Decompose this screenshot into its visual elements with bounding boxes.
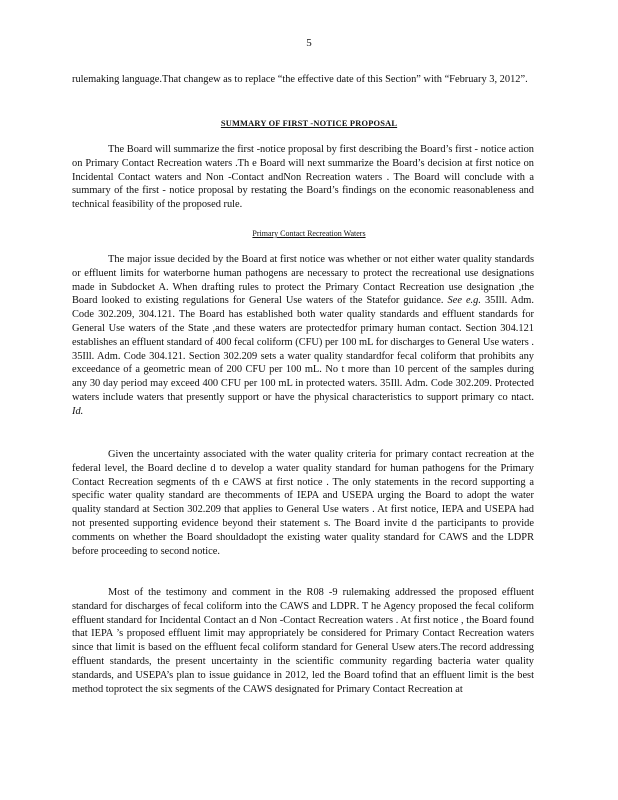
section-heading: Primary Contact Recreation Waters bbox=[252, 229, 366, 238]
paragraph-primary-contact-part2: 35Ill. Adm. Code 302.209, 304.121. The Board has established both water quality standards and effluent standards for General Use waters of the State ,and these waters are protectedfor primary human contact. Section 304.121 establishes an effluent standard of 400 fecal coliform (CFU) per 100 mL for discharges to General Use waters . 35Ill. Adm. Code 304.121. Section 302.209 sets a water quality standardfor fecal coliform that prohibits any exceedance of a geometric mean of 200 CFU per 100 mL. No t more than 10 percent of the samples during any 30 day period may exceed 400 CFU per 100 mL in protected waters. 35Ill. Adm. Code 302.209. Protected waters include waters that presently support or have the physical characteristics to support primary co ntact. bbox=[72, 295, 534, 403]
summary-heading: SUMMARY OF FIRST -NOTICE PROPOSAL bbox=[220, 119, 398, 128]
paragraph-uncertainty: Given the uncertainty associated with the water quality criteria for primary contact recreation at the federal level, the Board decline d to develop a water quality standard for human pathogens for the Primary Contact Recreation segments of th e CAWS at first notice . The only statements in the record supporting a specific water quality standard are thecomments of IEPA and USEPA urging the Board to adopt the water quality standard at Section 302.209 that applies to General Use waters . At first notice, IEPA and USEPA had not presented supporting evidence beyond their statement s. The Board invite d the participants to provide comments on whether the Board shouldadopt the existing water quality standard for CAWS and the LDPR before proceeding to second notice. bbox=[72, 449, 534, 557]
intro-paragraph: rulemaking language.That changew as to replace “the effective date of this Section” with “February 3, 2012”. bbox=[72, 74, 528, 85]
paragraph-primary-contact-part1: The major issue decided by the Board at first notice was whether or not either water quality standards or effluent limits for waterborne human pathogens are necessary to protect the recreational use designations made in Subdocket A. When drafting rules to protect the Primary Contact Recreation use designation ,the Board looked to existing regulations for General Use waters of the Statefor guidance. bbox=[72, 254, 534, 307]
citation-see-eg: See e.g. bbox=[447, 295, 481, 307]
citation-id: Id. bbox=[72, 405, 84, 417]
paragraph-primary-contact bbox=[72, 253, 534, 419]
page-number: 5 bbox=[306, 37, 312, 49]
summary-paragraph: The Board will summarize the first -notice proposal by first describing the Board’s first - notice action on Primary Contact Recreation waters .Th e Board will next summarize the Board’s decision at first notice on Incidental Contact waters and Non -Contact andNon Recreation waters . The Board will conclude with a summary of the first - notice proposal by restating the Board’s findings on the economic reasonableness and technical feasibility of the proposed rule. bbox=[72, 144, 534, 211]
paragraph-testimony: Most of the testimony and comment in the R08 -9 rulemaking addressed the proposed effluent standard for discharges of fecal coliform into the CAWS and LDPR. T he Agency proposed the fecal coliform effluent standard for Incidental Contact an d Non -Contact Recreation waters . At first notice , the Board found that IEPA ’s proposed effluent limit may appropriately be considered for Primary Contact Recreation waters since that limit is based on the effluent fecal coliform standard for General Usew aters.The record addressing effluent standards, the present uncertainty in the scientific community regarding bacteria water quality standards, and USEPA’s plan to issue guidance in 2012, led the Board tofind that an effluent limit is the best method toprotect the six segments of the CAWS designated for Primary Contact Recreation at bbox=[72, 587, 534, 695]
